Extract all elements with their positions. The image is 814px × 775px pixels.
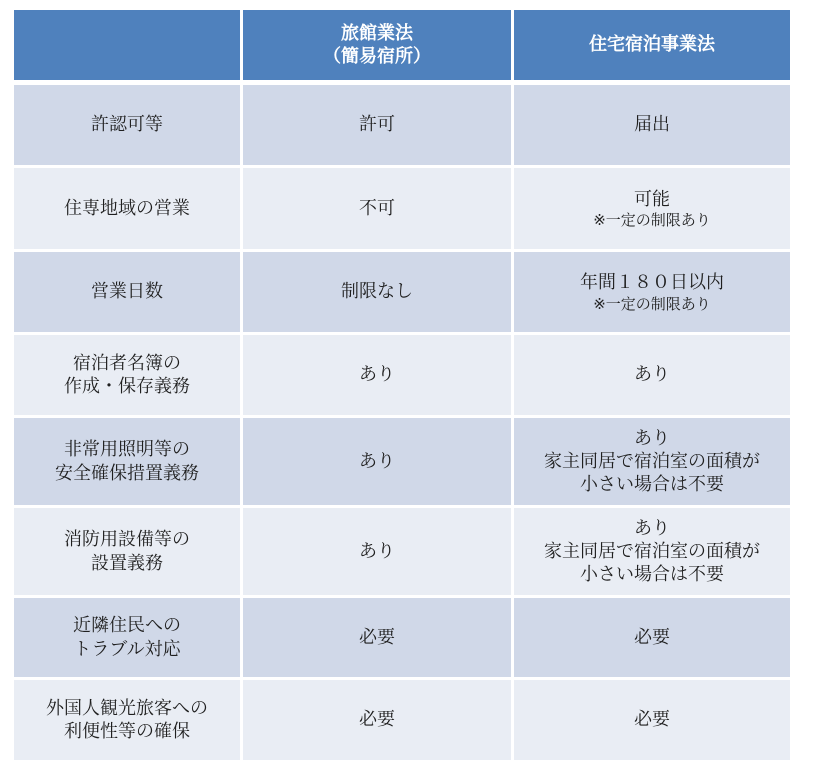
minpaku-value: 年間１８０日以内 [580, 272, 724, 294]
table-row [14, 680, 790, 763]
ryokan-value: 必要 [243, 598, 514, 680]
ryokan-value: 不可 [243, 168, 514, 252]
ryokan-value: あり [243, 508, 514, 598]
header-row [14, 10, 790, 85]
table-row [14, 598, 790, 680]
ryokan-value: 必要 [243, 680, 514, 763]
minpaku-value-cell [514, 168, 790, 252]
minpaku-value-cell [514, 252, 790, 335]
table-row [14, 168, 790, 252]
comparison-table [14, 10, 790, 763]
header-ryokan-law: 旅館業法 （簡易宿所） [243, 10, 514, 85]
row-item-label: 住専地域の営業 [14, 168, 243, 252]
table-body [14, 85, 790, 763]
row-item-label: 外国人観光旅客への 利便性等の確保 [14, 680, 243, 763]
table-header [14, 10, 790, 85]
header-blank-cell [14, 10, 243, 85]
ryokan-value: 制限なし [243, 252, 514, 335]
minpaku-value-cell [514, 598, 790, 680]
ryokan-value: あり [243, 418, 514, 508]
minpaku-value: あり 家主同居で宿泊室の面積が 小さい場合は不要 [544, 517, 760, 586]
minpaku-value: あり [634, 364, 670, 386]
minpaku-value-cell [514, 680, 790, 763]
minpaku-value: あり 家主同居で宿泊室の面積が 小さい場合は不要 [544, 427, 760, 496]
row-item-label: 非常用照明等の 安全確保措置義務 [14, 418, 243, 508]
ryokan-value: 許可 [243, 85, 514, 168]
table-row [14, 252, 790, 335]
minpaku-value-cell [514, 85, 790, 168]
minpaku-value-cell [514, 508, 790, 598]
minpaku-note: ※一定の制限あり [593, 294, 711, 313]
table-row [14, 418, 790, 508]
comparison-table-container [14, 10, 790, 763]
row-item-label: 許認可等 [14, 85, 243, 168]
table-row [14, 335, 790, 418]
minpaku-value-cell [514, 418, 790, 508]
minpaku-value: 必要 [634, 626, 670, 648]
row-item-label: 近隣住民への トラブル対応 [14, 598, 243, 680]
row-item-label: 宿泊者名簿の 作成・保存義務 [14, 335, 243, 418]
row-item-label: 消防用設備等の 設置義務 [14, 508, 243, 598]
ryokan-value: あり [243, 335, 514, 418]
minpaku-value-cell [514, 335, 790, 418]
minpaku-value: 必要 [634, 709, 670, 731]
header-minpaku-law: 住宅宿泊事業法 [514, 10, 790, 85]
table-row [14, 85, 790, 168]
minpaku-note: ※一定の制限あり [593, 211, 711, 230]
minpaku-value: 届出 [634, 114, 670, 136]
row-item-label: 営業日数 [14, 252, 243, 335]
table-row [14, 508, 790, 598]
minpaku-value: 可能 [634, 188, 670, 210]
